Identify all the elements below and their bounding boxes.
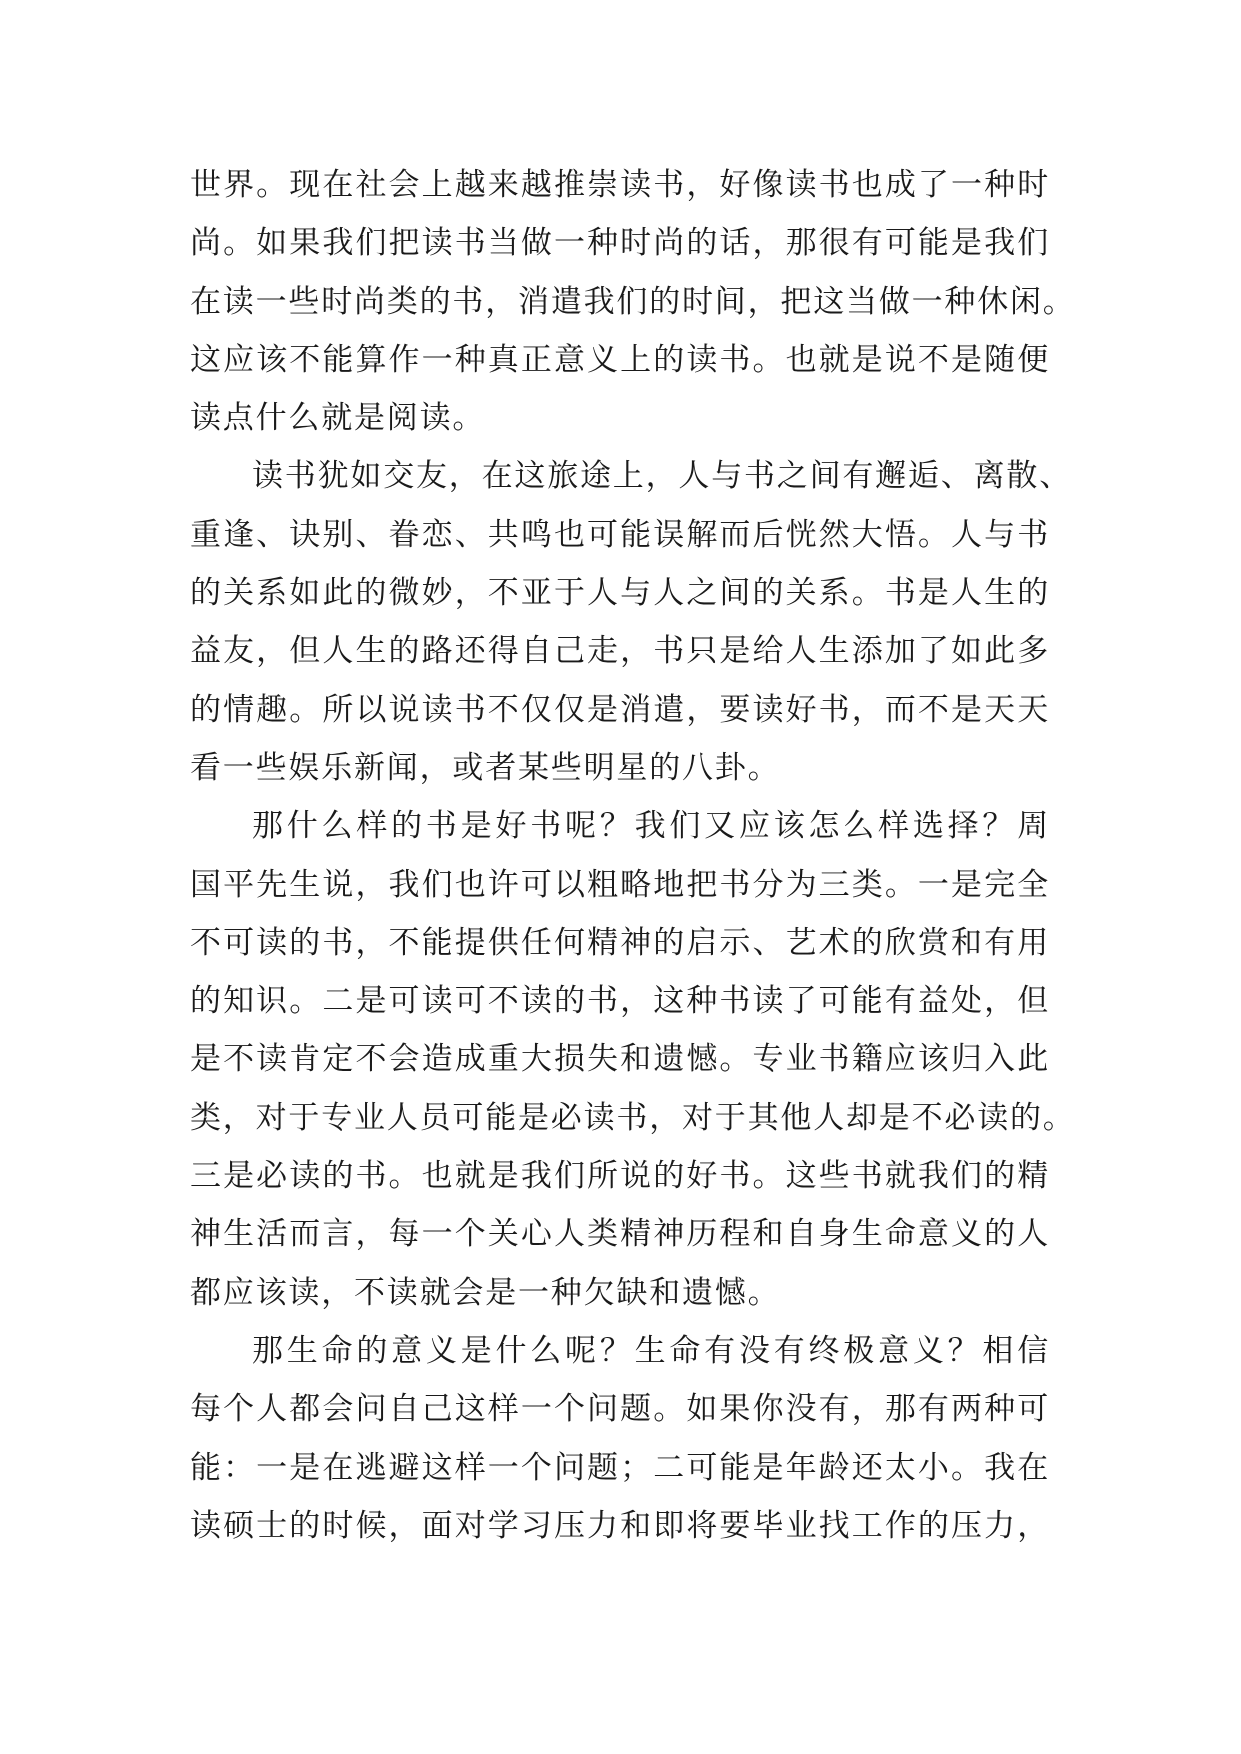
text-line: 读点什么就是阅读。 — [190, 400, 486, 437]
text-line: 都应该读，不读就会是一种欠缺和遗憾。 — [190, 1274, 781, 1311]
text-line: 重逢、诀别、眷恋、共鸣也可能误解而后恍然大悟。人与书 — [190, 516, 1050, 553]
text-line: 读硕士的时候，面对学习压力和即将要毕业找工作的压力， — [190, 1507, 1050, 1544]
text-line: 是不读肯定不会造成重大损失和遗憾。专业书籍应该归入此 — [190, 1041, 1050, 1078]
paragraph-3 — [190, 797, 1076, 1322]
body-text — [190, 156, 1076, 1555]
text-line: 那什么样的书是好书呢？我们又应该怎么样选择？周 — [252, 808, 1050, 845]
text-line: 看一些娱乐新闻，或者某些明星的八卦。 — [190, 749, 781, 786]
text-line: 尚。如果我们把读书当做一种时尚的话，那很有可能是我们 — [190, 225, 1050, 262]
paragraph-2 — [190, 447, 1072, 797]
text-line: 国平先生说，我们也许可以粗略地把书分为三类。一是完全 — [190, 866, 1050, 903]
text-line: 读书犹如交友，在这旅途上，人与书之间有邂逅、离散、 — [252, 458, 1072, 495]
text-line: 世界。现在社会上越来越推崇读书，好像读书也成了一种时 — [190, 167, 1050, 203]
text-line: 益友，但人生的路还得自己走，书只是给人生添加了如此多 — [190, 633, 1050, 670]
text-line: 不可读的书，不能提供任何精神的启示、艺术的欣赏和有用 — [190, 924, 1050, 961]
text-line: 在读一些时尚类的书，消遣我们的时间，把这当做一种休闲。 — [190, 283, 1076, 320]
text-line: 神生活而言，每一个关心人类精神历程和自身生命意义的人 — [190, 1216, 1050, 1253]
text-line: 这应该不能算作一种真正意义上的读书。也就是说不是随便 — [190, 341, 1050, 378]
text-line: 的知识。二是可读可不读的书，这种书读了可能有益处，但 — [190, 983, 1050, 1020]
text-line: 的关系如此的微妙，不亚于人与人之间的关系。书是人生的 — [190, 575, 1050, 612]
paragraph-1 — [190, 156, 1076, 447]
text-line: 的情趣。所以说读书不仅仅是消遣，要读好书，而不是天天 — [190, 691, 1050, 728]
paragraph-4 — [190, 1322, 1050, 1555]
text-line: 类，对于专业人员可能是必读书，对于其他人却是不必读的。 — [190, 1099, 1076, 1136]
text-line: 那生命的意义是什么呢？生命有没有终极意义？相信 — [252, 1332, 1050, 1369]
text-line: 三是必读的书。也就是我们所说的好书。这些书就我们的精 — [190, 1158, 1050, 1195]
text-line: 能：一是在逃避这样一个问题；二可能是年龄还太小。我在 — [190, 1449, 1050, 1486]
text-line: 每个人都会问自己这样一个问题。如果你没有，那有两种可 — [190, 1391, 1050, 1428]
